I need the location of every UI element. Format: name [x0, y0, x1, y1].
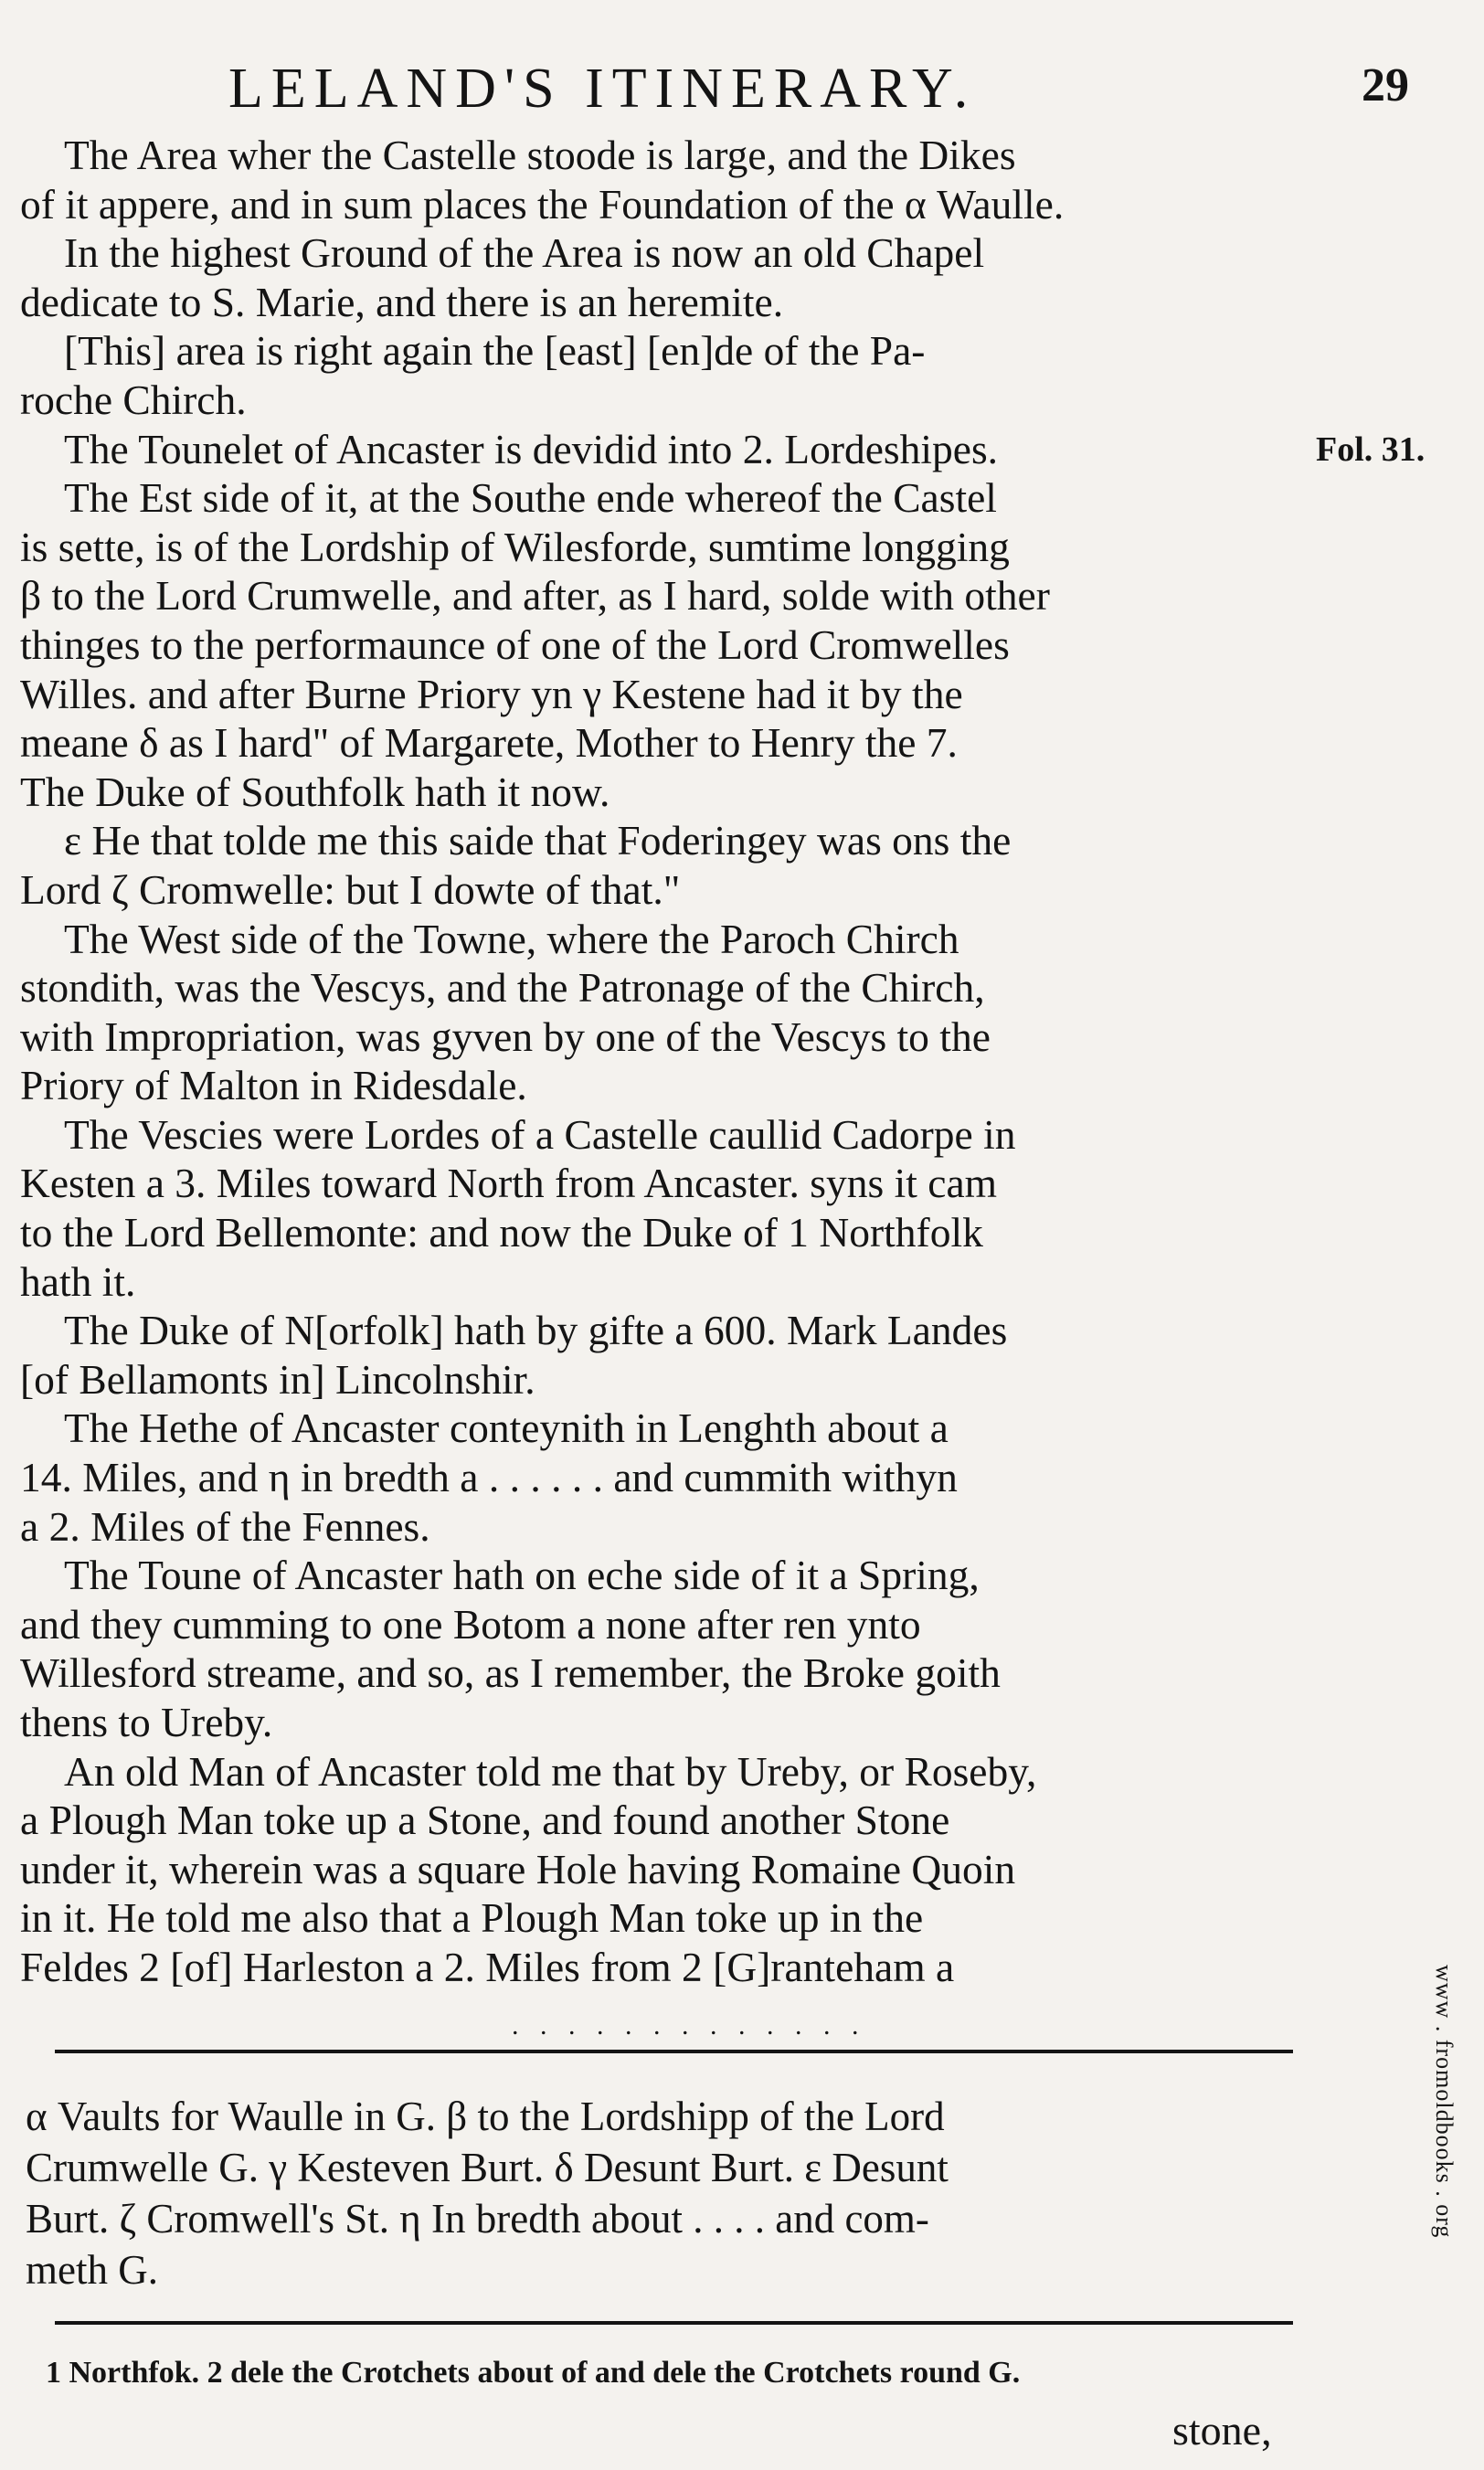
body-text [20, 131, 1295, 1992]
body-line: Feldes 2 [of] Harleston a 2. Miles from 2 [G]ranteham a [20, 1943, 955, 1990]
body-line: Willesford streame, and so, as I remember, the Broke goith [20, 1649, 1001, 1697]
body-line: The Duke of Southfolk hath it now. [20, 768, 610, 815]
body-line: under it, wherein was a square Hole having Romaine Quoin [20, 1845, 1016, 1892]
body-line: of it appere, and in sum places the Foundation of the α Waulle. [20, 180, 1065, 228]
body-line: [This] area is right again the [east] [en]de of the Pa- [64, 327, 926, 375]
body-line: Kesten a 3. Miles toward North from Ancaster. syns it cam [20, 1160, 998, 1207]
body-line: dedicate to S. Marie, and there is an heremite. [20, 278, 784, 325]
footnote: 1 Northfok. 2 dele the Crotchets about of and dele the Crotchets round G. [46, 2356, 1021, 2390]
body-line: ε He that tolde me this saide that Foderingey was ons the [64, 817, 1012, 864]
body-line: a 2. Miles of the Fennes. [20, 1502, 430, 1550]
body-line: Priory of Malton in Ridesdale. [20, 1062, 527, 1109]
body-line: meane δ as I hard" of Margarete, Mother to Henry the 7. [20, 719, 958, 767]
body-line: and they cumming to one Botom a none after ren ynto [20, 1600, 921, 1648]
body-line: In the highest Ground of the Area is now an old Chapel [64, 229, 985, 277]
body-line: The Duke of N[orfolk] hath by gifte a 600. Mark Landes [64, 1307, 1008, 1354]
body-line: with Impropriation, was gyven by one of the Vescys to the [20, 1012, 991, 1060]
variant-line: α Vaults for Waulle in G. β to the Lordshipp of the Lord [26, 2094, 945, 2139]
body-line: The West side of the Towne, where the Paroch Chirch [64, 915, 959, 962]
variant-line: meth G. [26, 2247, 158, 2293]
body-line: β to the Lord Crumwelle, and after, as I hard, solde with other [20, 572, 1050, 620]
body-line: The Hethe of Ancaster conteynith in Lenghth about a [64, 1405, 949, 1452]
body-line: in it. He told me also that a Plough Man toke up in the [20, 1894, 924, 1942]
divider-rule-bottom [55, 2321, 1293, 2325]
dot-line: . . . . . . . . . . . . . [512, 2010, 866, 2041]
body-line: thens to Ureby. [20, 1699, 273, 1745]
body-line: roche Chirch. [20, 376, 247, 423]
body-line: hath it. [20, 1257, 136, 1305]
body-line: 14. Miles, and η in bredth a . . . . . . and cummith withyn [20, 1454, 958, 1501]
body-line: stondith, was the Vescys, and the Patronage of the Chirch, [20, 964, 985, 1012]
body-line: The Est side of it, at the Southe ende whereof the Castel [64, 474, 997, 522]
divider-rule-top [55, 2050, 1293, 2053]
body-line: An old Man of Ancaster told me that by Ureby, or Roseby, [64, 1747, 1037, 1795]
body-line: Willes. and after Burne Priory yn γ Kestene had it by the [20, 670, 963, 717]
body-line: The Vescies were Lordes of a Castelle caullid Cadorpe in [64, 1110, 1016, 1158]
body-line: Lord ζ Cromwelle: but I dowte of that." [20, 865, 681, 913]
variant-line: Crumwelle G. γ Kesteven Burt. δ Desunt Burt. ε Desunt [26, 2145, 949, 2190]
variant-readings [26, 2091, 1296, 2295]
body-line: [of Bellamonts in] Lincolnshir. [20, 1355, 535, 1403]
body-line: The Area wher the Castelle stoode is large, and the Dikes [64, 132, 1016, 178]
body-line: is sette, is of the Lordship of Wilesforde, sumtime longging [20, 523, 1010, 570]
page-number: 29 [1362, 59, 1409, 111]
running-title: LELAND'S ITINERARY. [228, 58, 977, 120]
body-line: The Tounelet of Ancaster is devidid into 2. Lordeshipes. [64, 425, 999, 472]
body-line: to the Lord Bellemonte: and now the Duke of 1 Northfolk [20, 1209, 983, 1256]
margin-note-folio: Fol. 31. [1316, 430, 1426, 469]
body-line: The Toune of Ancaster hath on eche side of it a Spring, [64, 1552, 980, 1599]
body-line: thinges to the performaunce of one of the Lord Cromwelles [20, 620, 1010, 668]
catchword: stone, [1172, 2407, 1272, 2454]
body-line: a Plough Man toke up a Stone, and found another Stone [20, 1797, 950, 1844]
variant-line: Burt. ζ Cromwell's St. η In bredth about . . . . and com- [26, 2196, 929, 2242]
side-credit: www . fromoldbooks . org [1431, 1965, 1458, 2239]
